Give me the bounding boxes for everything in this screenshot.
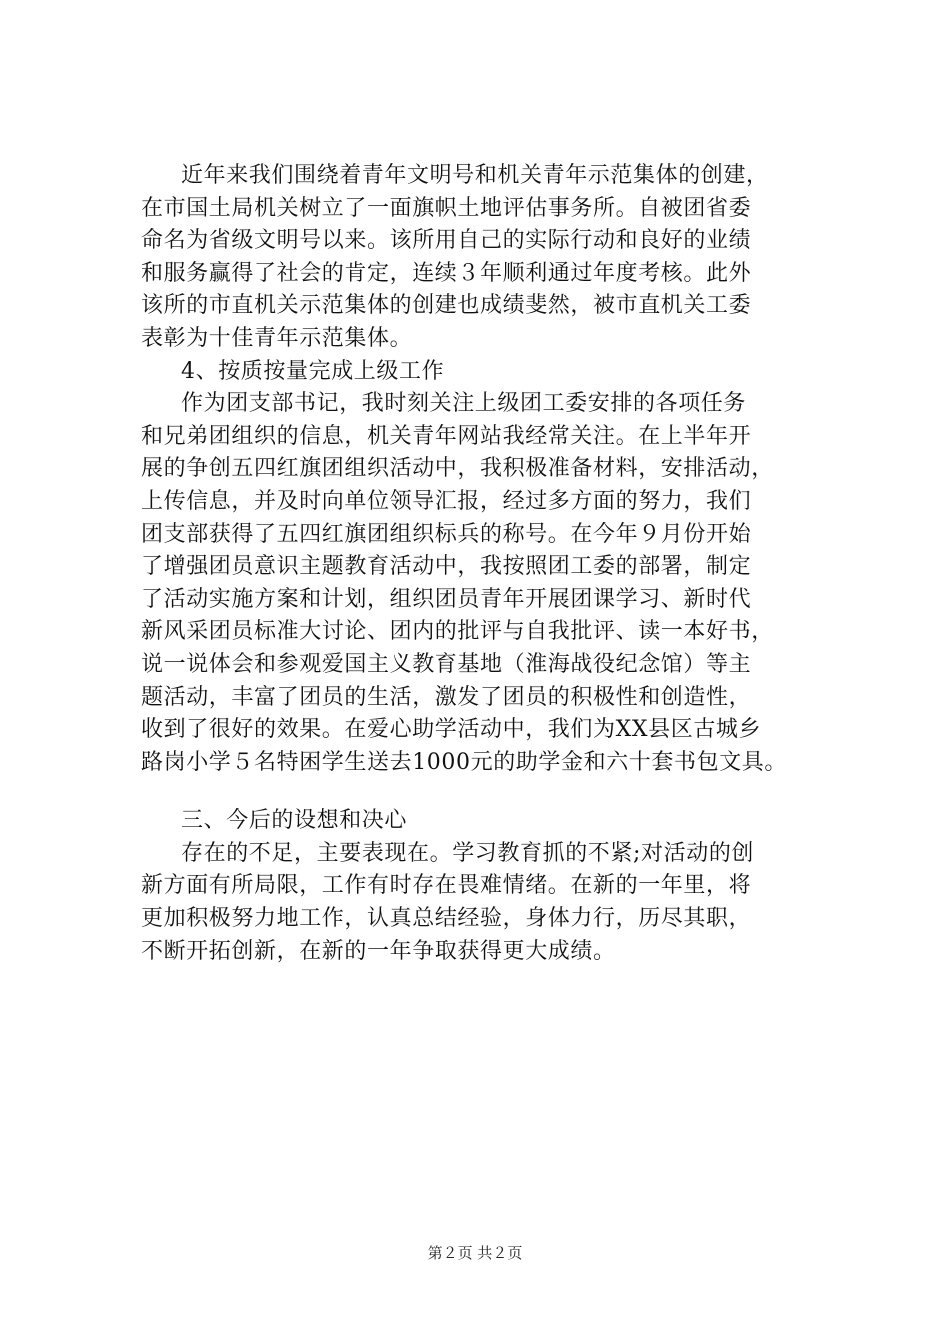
paragraph-line: 不断开拓创新，在新的一年争取获得更大成绩。 <box>141 938 616 964</box>
paragraph-line: 说一说体会和参观爱国主义教育基地（淮海战役纪念馆）等主 <box>141 651 752 677</box>
paragraph-tasks <box>141 388 821 779</box>
paragraph-line: 上传信息，并及时向单位领导汇报，经过多方面的努力，我们 <box>141 488 752 514</box>
paragraph-line: 收到了很好的效果。在爱心助学活动中，我们为XX县区古城乡 <box>141 717 762 743</box>
paragraph-plans <box>141 838 821 968</box>
document-body <box>141 160 821 968</box>
paragraph-line: 新风采团员标准大讨论、团内的批评与自我批评、读一本好书， <box>141 619 774 645</box>
paragraph-line: 在市国土局机关树立了一面旗帜土地评估事务所。自被团省委 <box>141 195 752 221</box>
paragraph-line: 了增强团员意识主题教育活动中，我按照团工委的部署，制定 <box>141 554 752 580</box>
paragraph-line: 该所的市直机关示范集体的创建也成绩斐然，被市直机关工委 <box>141 293 752 319</box>
section-heading-4: 4、按质按量完成上级工作 <box>181 358 445 384</box>
paragraph-line: 和服务赢得了社会的肯定，连续３年顺利通过年度考核。此外 <box>141 260 752 286</box>
paragraph-line: 存在的不足，主要表现在。学习教育抓的不紧;对活动的创 <box>181 840 755 866</box>
paragraph-line: 命名为省级文明号以来。该所用自己的实际行动和良好的业绩 <box>141 228 752 254</box>
paragraph-line: 更加积极努力地工作，认真总结经验，身体力行，历尽其职， <box>141 906 752 932</box>
paragraph-line: 表彰为十佳青年示范集体。 <box>141 325 413 351</box>
page-footer <box>0 1243 950 1263</box>
section-heading-3: 三、今后的设想和决心 <box>181 808 408 834</box>
paragraph-line: 新方面有所局限，工作有时存在畏难情绪。在新的一年里，将 <box>141 873 752 899</box>
paragraph-line: 作为团支部书记，我时刻关注上级团工委安排的各项任务 <box>181 391 747 417</box>
paragraph-line: 和兄弟团组织的信息，机关青年网站我经常关注。在上半年开 <box>141 423 752 449</box>
paragraph-achievements <box>141 160 821 356</box>
paragraph-line: 了活动实施方案和计划，组织团员青年开展团课学习、新时代 <box>141 586 752 612</box>
paragraph-line: 近年来我们围绕着青年文明号和机关青年示范集体的创建， <box>181 163 769 188</box>
paragraph-line: 题活动，丰富了团员的生活，激发了团员的积极性和创造性， <box>141 684 752 710</box>
paragraph-line: 路岗小学５名特困学生送去1000元的助学金和六十套书包文具。 <box>141 749 787 775</box>
paragraph-line: 团支部获得了五四红旗团组织标兵的称号。在今年９月份开始 <box>141 521 752 547</box>
paragraph-line: 展的争创五四红旗团组织活动中，我积极准备材料，安排活动， <box>141 456 774 482</box>
page-number: 第２页 共２页 <box>427 1244 523 1262</box>
paragraph-spacer <box>141 779 821 805</box>
